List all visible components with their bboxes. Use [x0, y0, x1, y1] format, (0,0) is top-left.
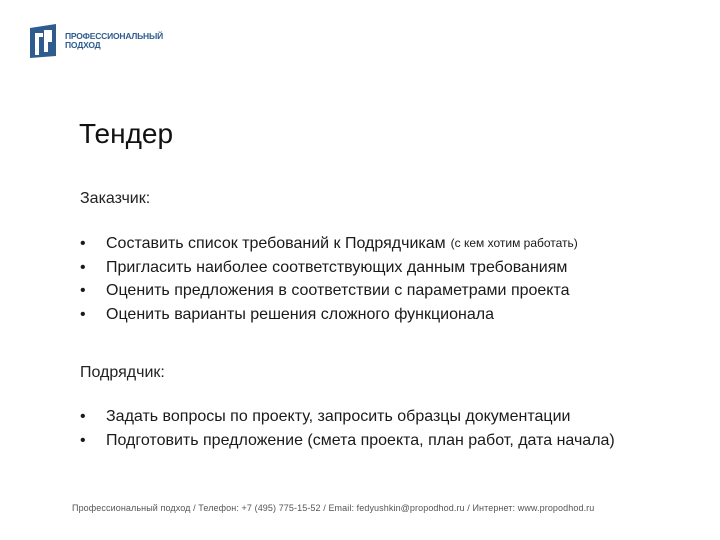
bullet: •	[80, 258, 86, 276]
list-item	[80, 429, 615, 453]
contractor-label: Подрядчик:	[80, 364, 165, 381]
company-logo	[26, 22, 163, 60]
list-item	[80, 256, 578, 280]
logo-line-1: ПРОФЕССИОНАЛЬНЫЙ	[65, 31, 164, 41]
list-item-text: Пригласить наиболее соответствующих данным требованиям	[106, 258, 568, 276]
customer-list	[80, 232, 578, 326]
list-item-note: (с кем хотим работать)	[450, 236, 578, 250]
bullet: •	[80, 282, 86, 299]
customer-label: Заказчик:	[80, 190, 151, 207]
bullet: •	[80, 431, 86, 449]
list-item	[80, 279, 578, 303]
logo-mark-icon	[26, 22, 60, 60]
bullet: •	[80, 408, 86, 425]
list-item	[80, 405, 615, 429]
list-item	[80, 303, 578, 327]
contractor-list	[80, 405, 615, 452]
bullet: •	[80, 305, 86, 323]
slide-title: Тендер	[79, 118, 174, 149]
list-item-text: Подготовить предложение (смета проекта, план работ, дата начала)	[106, 431, 615, 449]
logo-line-2: ПОДХОД	[65, 40, 101, 50]
list-item-text: Составить список требований к Подрядчикам	[106, 235, 446, 252]
footer-contacts: Профессиональный подход / Телефон: +7 (495) 775-15-52 / Email: fedyushkin@propodhod.ru / Интернет: www.propodhod.ru	[72, 503, 595, 513]
bullet: •	[80, 235, 86, 252]
list-item	[80, 232, 578, 256]
list-item-text: Оценить варианты решения сложного функционала	[106, 305, 494, 323]
list-item-text: Оценить предложения в соответствии с параметрами проекта	[106, 282, 570, 299]
list-item-text: Задать вопросы по проекту, запросить образцы документации	[106, 408, 571, 425]
